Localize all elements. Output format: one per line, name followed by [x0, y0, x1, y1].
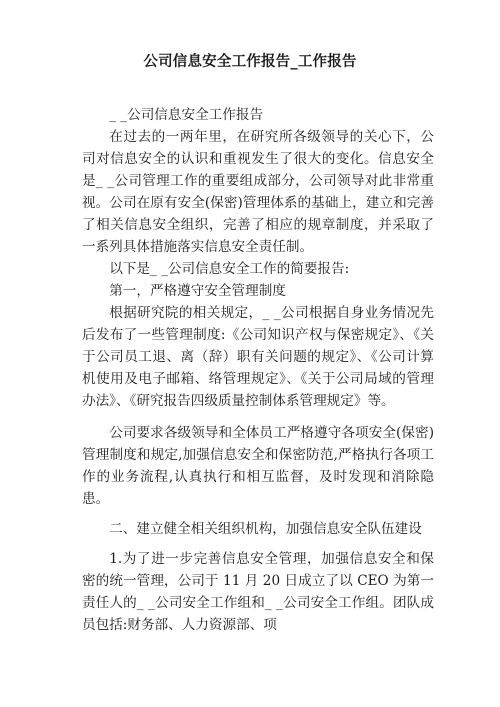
paragraph-summary-lead: 以下是_ _公司信息安全工作的简要报告: [109, 261, 350, 277]
section-heading-2: 二、建立健全相关组织机构，加强信息安全队伍建设 [109, 521, 422, 537]
paragraph-organization: 1.为了进一步完善信息安全管理，加强信息安全和保密的统一管理，公司于 11 月 20 日成立了以 CEO 为第一责任人的_ _公司安全工作组和_ _公司安全工作组。团队成员包括:财务部、人力资源部、项 [82, 551, 434, 633]
paragraph-intro: 在过去的一两年里，在研究所各级领导的关心下，公司对信息安全的认识和重视发生了很大的变化。信息安全是_ _公司管理工作的重要组成部分，公司领导对此非常重视。公司在原有安全(保密)管理体系的基础上，建立和完善了相关信息安全组织，完善了相应的规章制度，并采取了一系列具体措施落实信息安全责任制。 [82, 129, 434, 255]
document-title: 公司信息安全工作报告_工作报告 [143, 53, 357, 70]
document-body [82, 104, 434, 636]
report-subtitle: _ _公司信息安全工作报告 [109, 107, 264, 123]
paragraph-compliance: 公司要求各级领导和全体员工严格遵守各项安全(保密)管理制度和规定,加强信息安全和保密防范,严格执行各项工作的业务流程,认真执行和相互监督，及时发现和消除隐患。 [82, 425, 434, 507]
section-heading-1: 第一，严格遵守安全管理制度 [109, 283, 286, 299]
paragraph-regulations: 根据研究院的相关规定，_ _公司根据自身业务情况先后发布了一些管理制度:《公司知识产权与保密规定》、《关于公司员工退、离（辞）职有关问题的规定》、《公司计算机使用及电子邮箱、络管理规定》、《关于公司局域的管理办法》、《研究报告四级质量控制体系管理规定》等。 [82, 305, 434, 409]
